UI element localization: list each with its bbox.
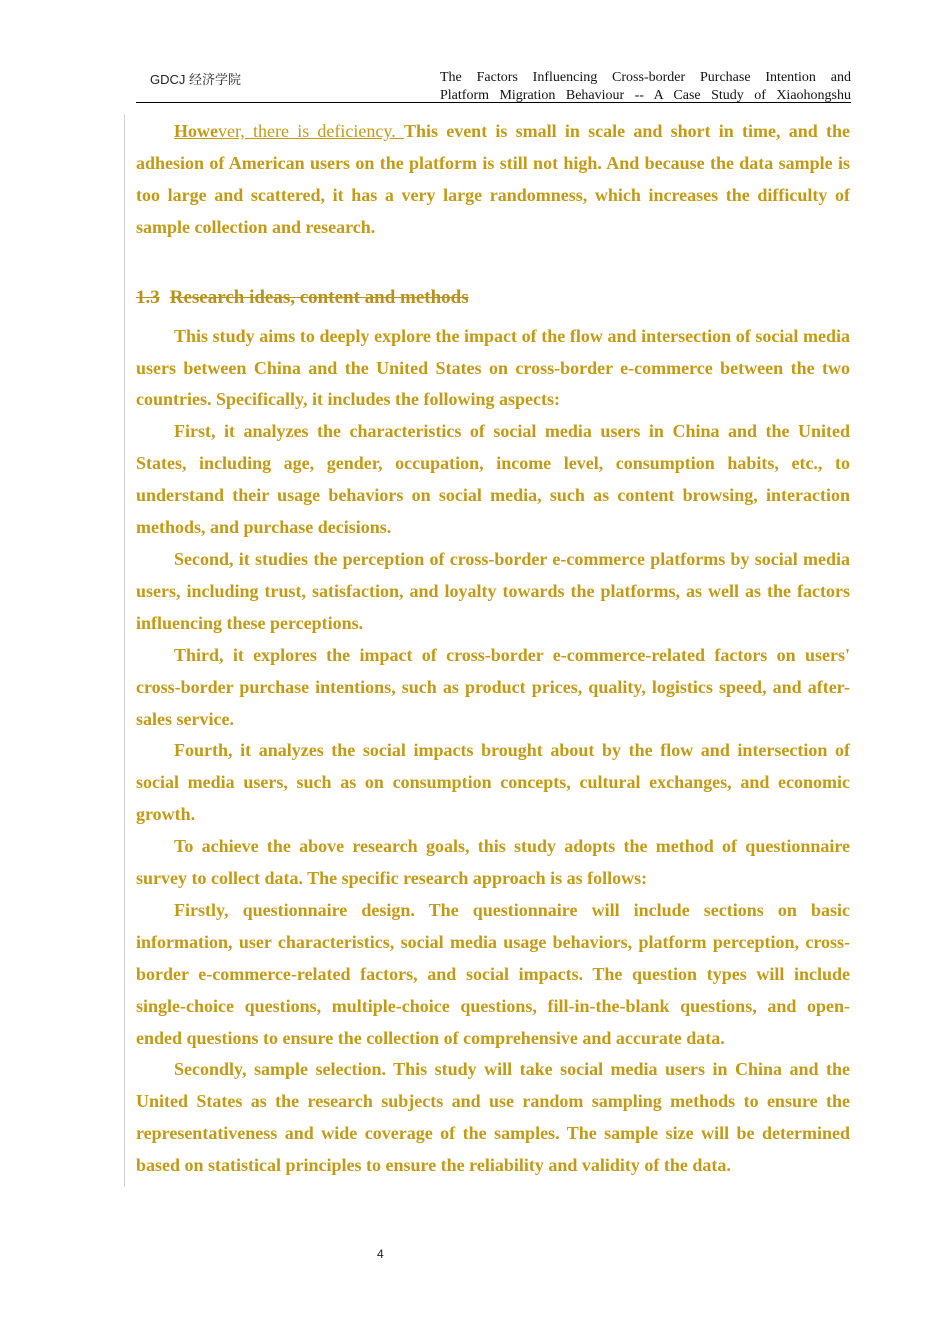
section-title: Research ideas, content and methods — [169, 286, 469, 308]
intro-text: This event is small in scale and short in time, and the adhesion of American users on the platform is still not high. And because the data sample is too large and scattered, it has a very large randomness, which increases the difficulty of sample collection and research. — [136, 121, 850, 237]
header-title-line-1: The Factors Influencing Cross-border Purchase Intention and — [440, 70, 851, 85]
body-paragraph-questionnaire: Firstly, questionnaire design. The questionnaire will include sections on basic information, user characteristics, social media usage behaviors, platform perception, cross-border e-commerce-related factors, and social impacts. The question types will include single-choice questions, multiple-choice questions, fill-in-the-blank questions, and open-ended questions to ensure the collection of comprehensive and accurate data. — [136, 899, 850, 1048]
page-number: 4 — [377, 1247, 384, 1261]
section-heading — [136, 285, 850, 311]
body-paragraph-third: Third, it explores the impact of cross-border e-commerce-related factors on users' cross-border purchase intentions, such as product prices, quality, logistics speed, and after-sales service. — [136, 644, 850, 729]
body-paragraph-fourth: Fourth, it analyzes the social impacts brought about by the flow and intersection of social media users, such as on consumption concepts, cultural exchanges, and economic growth. — [136, 740, 850, 825]
header-institution: GDCJ 经济学院 — [150, 72, 242, 87]
header-running-title — [440, 69, 851, 105]
header-divider — [136, 102, 851, 103]
header-title-line-2: Platform Migration Behaviour -- A Case Study of Xiaohongshu — [440, 88, 851, 103]
body-paragraph-sample: Secondly, sample selection. This study will take social media users in China and the United States as the research subjects and use random sampling methods to ensure the representativeness and wide coverage of the samples. The sample size will be determined based on statistical principles to ensure the reliability and validity of the data. — [136, 1059, 850, 1176]
body-paragraph-method: To achieve the above research goals, this study adopts the method of questionnaire survey to collect data. The specific research approach is as follows: — [136, 836, 850, 889]
inserted-text: Howe — [174, 121, 218, 141]
inserted-text-plain: ver, there is deficiency. — [218, 121, 404, 141]
body-paragraph-aim: This study aims to deeply explore the impact of the flow and intersection of social media users between China and the United States on cross-border e-commerce between the two countries. Specifically, it includes the following aspects: — [136, 325, 850, 410]
page-body — [136, 116, 850, 1182]
body-paragraph-second: Second, it studies the perception of cross-border e-commerce platforms by social media users, including trust, satisfaction, and loyalty towards the platforms, as well as the factors influencing these perceptions. — [136, 548, 850, 633]
intro-paragraph — [136, 116, 850, 244]
revision-margin-bar — [124, 115, 125, 1187]
body-paragraph-first: First, it analyzes the characteristics of social media users in China and the United States, including age, gender, occupation, income level, consumption habits, etc., to understand their usage behaviors on social media, such as content browsing, interaction methods, and purchase decisions. — [136, 421, 850, 538]
section-number: 1.3 — [136, 286, 160, 308]
